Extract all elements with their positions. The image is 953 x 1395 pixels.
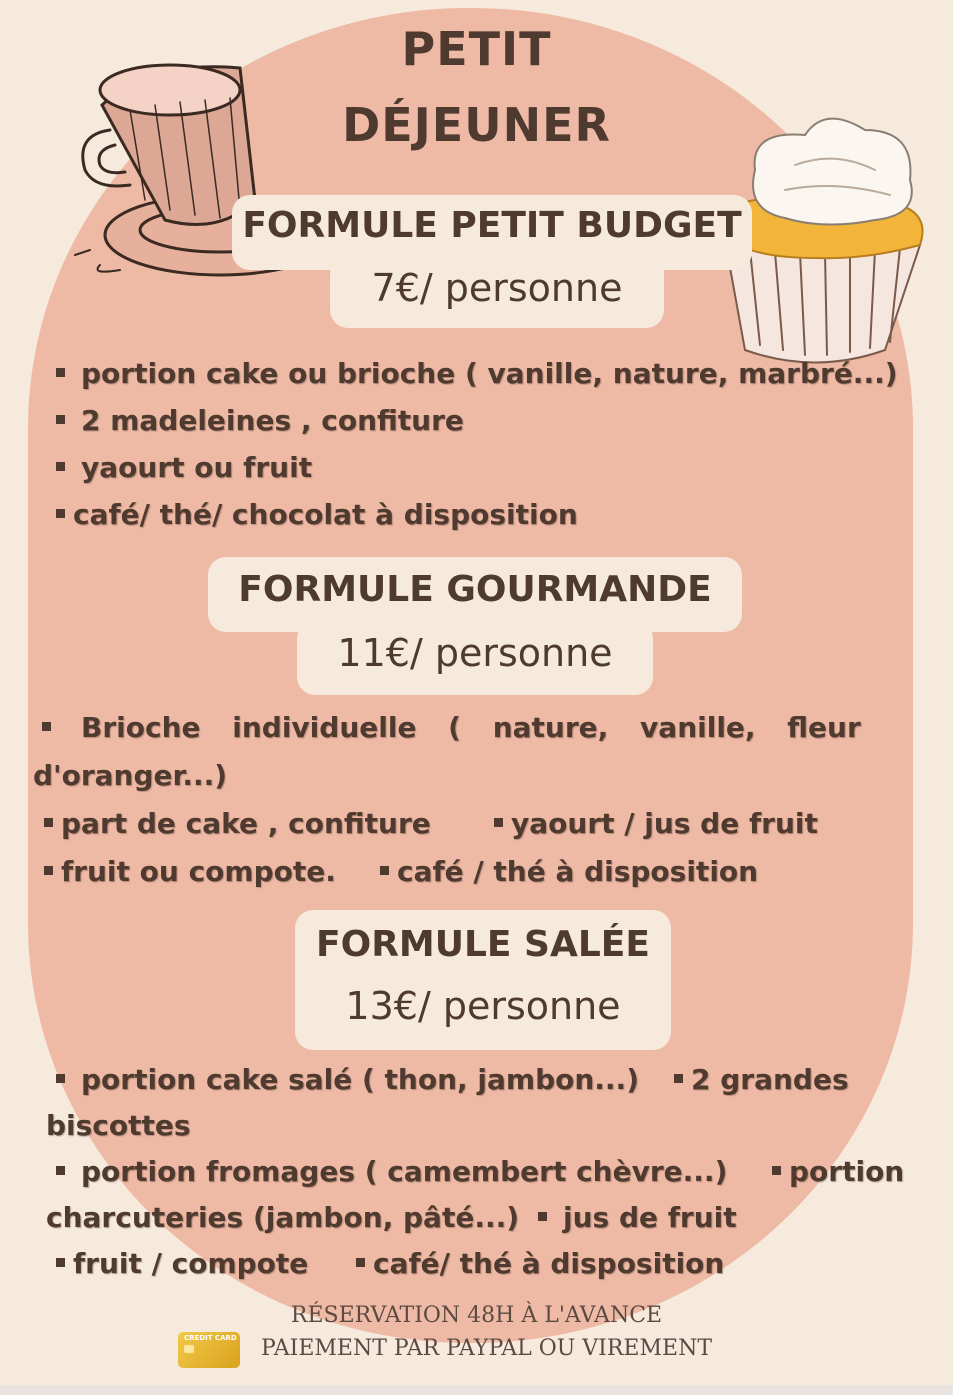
list-item: yaourt / jus de fruit [494, 807, 818, 840]
bullet-icon [772, 1166, 781, 1175]
list-item-continuation: charcuteries (jambon, pâté...) [46, 1201, 520, 1234]
bullet-icon [356, 1258, 365, 1267]
bullet-icon [56, 1074, 65, 1083]
bullet-icon [674, 1074, 683, 1083]
formule-price: 11€/ personne [337, 631, 613, 675]
list-item: Brioche individuelle ( nature, vanille, fleur [42, 711, 861, 744]
list-item: café/ thé/ chocolat à disposition [56, 498, 578, 531]
list-item: portion [772, 1155, 904, 1188]
formule-name: FORMULE GOURMANDE [238, 569, 712, 610]
payment-note: PAIEMENT PAR PAYPAL OU VIREMENT [260, 1336, 712, 1361]
bullet-icon [56, 509, 65, 518]
bullet-icon [44, 818, 53, 827]
bullet-icon [380, 866, 389, 875]
list-item: fruit ou compote. [44, 855, 336, 888]
bullet-icon [56, 415, 65, 424]
list-item: portion fromages ( camembert chèvre...) [56, 1155, 727, 1188]
formule-name: FORMULE PETIT BUDGET [242, 205, 742, 246]
bottom-strip [0, 1385, 953, 1395]
bullet-icon [56, 462, 65, 471]
list-item: café/ thé à disposition [356, 1247, 724, 1280]
list-item: yaourt ou fruit [56, 451, 312, 484]
list-item: portion cake ou brioche ( vanille, nature, marbré...) [56, 357, 898, 390]
reservation-note: RÉSERVATION 48H À L'AVANCE [290, 1303, 663, 1328]
formule-name: FORMULE SALÉE [316, 924, 650, 965]
bullet-icon [56, 1166, 65, 1175]
list-item: part de cake , confiture [44, 807, 431, 840]
formule-price: 7€/ personne [371, 266, 623, 310]
formule-petit-budget-price-box [330, 256, 664, 328]
bullet-icon [42, 722, 51, 731]
page-title-line2: DÉJEUNER [342, 98, 611, 152]
bullet-icon [56, 368, 65, 377]
list-item-continuation: d'oranger...) [33, 759, 228, 792]
bullet-icon [44, 866, 53, 875]
list-item: 2 madeleines , confiture [56, 404, 464, 437]
formule-gourmande-price-box [297, 621, 653, 695]
list-item-continuation: biscottes [46, 1109, 191, 1142]
credit-card-label: CREDIT CARD [184, 1334, 237, 1342]
page-title-line1: PETIT [401, 22, 552, 76]
bullet-icon [494, 818, 503, 827]
bullet-icon [56, 1258, 65, 1267]
list-item: portion cake salé ( thon, jambon...) [56, 1063, 639, 1096]
formule-salee-box [295, 910, 671, 1050]
formule-price: 13€/ personne [345, 984, 621, 1028]
bullet-icon [538, 1212, 547, 1221]
list-item: café / thé à disposition [380, 855, 758, 888]
list-item: 2 grandes [674, 1063, 849, 1096]
list-item: fruit / compote [56, 1247, 308, 1280]
list-item: jus de fruit [538, 1201, 737, 1234]
